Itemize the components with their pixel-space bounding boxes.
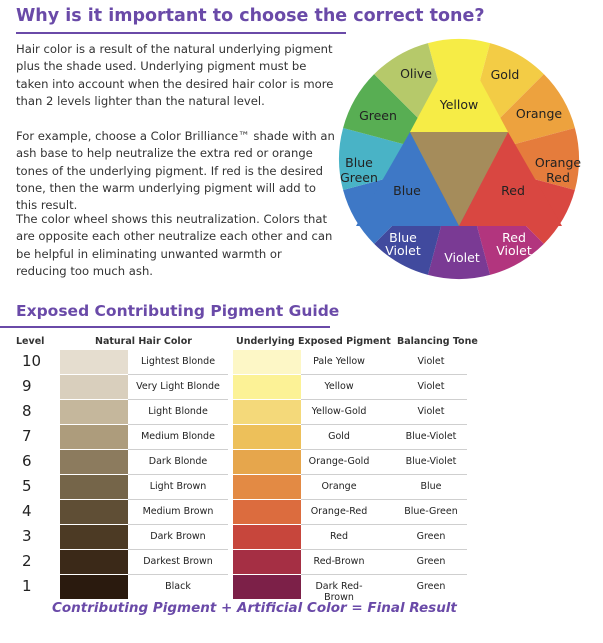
pigment-swatch	[233, 550, 301, 574]
pigment-name: Gold	[328, 431, 350, 442]
column-header-pigment: Underlying Exposed Pigment	[236, 336, 391, 347]
balancing-tone: Blue-Green	[404, 506, 458, 517]
table-row	[0, 525, 603, 550]
label-orange: Orange	[515, 106, 563, 121]
natural-color-name: Light Brown	[149, 481, 207, 492]
pigment-swatch	[233, 425, 301, 449]
natural-color-name: Light Blonde	[148, 406, 208, 417]
guide-title: Exposed Contributing Pigment Guide	[16, 302, 340, 320]
balancing-tone: Blue-Violet	[405, 456, 457, 467]
level-number: 2	[22, 552, 32, 570]
table-row	[0, 400, 603, 425]
formula-caption: Contributing Pigment + Artificial Color = Final Result	[52, 600, 457, 616]
balancing-tone: Violet	[417, 406, 445, 417]
table-row	[0, 550, 603, 575]
column-header-level: Level	[16, 336, 45, 347]
example-paragraph: For example, choose a Color Brilliance™ shade with an ash base to help neutralize the extra red or orange tones of the underlying pigment. If red is the desired tone, then the warm underlying pigment will add to this result.	[16, 129, 335, 213]
label-olive: Olive	[400, 66, 432, 81]
level-number: 9	[22, 377, 32, 395]
natural-color-name: Dark Blonde	[148, 456, 208, 467]
balancing-tone: Green	[416, 531, 446, 542]
pigment-name: Red-Brown	[313, 556, 365, 567]
table-row	[0, 375, 603, 400]
wheel-paragraph: The color wheel shows this neutralization. Colors that are opposite each other neutralize each other and can be helpful in eliminating unwanted warmth or reducing too much ash.	[16, 212, 333, 278]
table-row	[0, 350, 603, 375]
level-number: 6	[22, 452, 32, 470]
table-row	[0, 575, 603, 603]
natural-color-name: Black	[165, 581, 191, 592]
natural-color-name: Very Light Blonde	[136, 381, 220, 392]
pigment-swatch	[233, 575, 301, 599]
label-red-violet: Red Violet	[496, 230, 532, 258]
label-green: Green	[359, 108, 397, 123]
label-red: Red	[501, 183, 525, 198]
natural-swatch	[60, 400, 128, 424]
pigment-name: Dark Red-Brown	[315, 581, 363, 603]
table-row	[0, 450, 603, 475]
natural-color-name: Dark Brown	[150, 531, 206, 542]
table-row	[0, 500, 603, 525]
natural-color-name: Lightest Blonde	[140, 356, 216, 367]
guide-rule	[0, 326, 330, 328]
balancing-tone: Violet	[417, 356, 445, 367]
natural-swatch	[60, 350, 128, 374]
level-number: 1	[22, 577, 32, 595]
level-number: 4	[22, 502, 32, 520]
level-number: 3	[22, 527, 32, 545]
column-header-natural: Natural Hair Color	[95, 336, 192, 347]
column-header-balance: Balancing Tone	[397, 336, 478, 347]
natural-swatch	[60, 425, 128, 449]
pigment-name: Yellow-Gold	[311, 406, 367, 417]
pigment-name: Orange-Red	[310, 506, 368, 517]
pigment-name: Orange	[321, 481, 357, 492]
color-wheel	[336, 36, 582, 282]
natural-color-name: Darkest Brown	[143, 556, 213, 567]
label-yellow: Yellow	[439, 97, 479, 112]
title-rule	[16, 32, 346, 34]
level-number: 5	[22, 477, 32, 495]
label-blue-green: Blue Green	[340, 155, 378, 185]
level-number: 8	[22, 402, 32, 420]
pigment-swatch	[233, 475, 301, 499]
balancing-tone: Green	[416, 581, 446, 592]
label-orange-red: Orange Red	[534, 155, 582, 185]
natural-color-name: Medium Blonde	[141, 431, 215, 442]
pigment-swatch	[233, 450, 301, 474]
natural-swatch	[60, 450, 128, 474]
pigment-swatch	[233, 350, 301, 374]
pigment-name: Pale Yellow	[313, 356, 365, 367]
label-blue-violet: Blue Violet	[385, 230, 421, 258]
natural-swatch	[60, 500, 128, 524]
pigment-name: Orange-Gold	[308, 456, 370, 467]
label-violet: Violet	[444, 250, 480, 265]
pigment-swatch	[233, 525, 301, 549]
balancing-tone: Green	[416, 556, 446, 567]
pigment-swatch	[233, 500, 301, 524]
intro-paragraph: Hair color is a result of the natural underlying pigment plus the shade used. Underlying pigment must be taken into account when the desired hair color is more than 2 levels lighter than the natural level.	[16, 42, 334, 108]
natural-swatch	[60, 375, 128, 399]
natural-swatch	[60, 525, 128, 549]
pigment-name: Red	[329, 531, 349, 542]
pigment-swatch	[233, 400, 301, 424]
balancing-tone: Blue	[420, 481, 442, 492]
pigment-name: Yellow	[324, 381, 354, 392]
natural-color-name: Medium Brown	[142, 506, 214, 517]
label-gold: Gold	[490, 67, 520, 82]
level-number: 10	[22, 352, 42, 370]
page-title: Why is it important to choose the correct tone?	[16, 6, 485, 26]
natural-swatch	[60, 475, 128, 499]
balancing-tone: Violet	[417, 381, 445, 392]
pigment-swatch	[233, 375, 301, 399]
natural-swatch	[60, 575, 128, 599]
level-number: 7	[22, 427, 32, 445]
table-row	[0, 425, 603, 450]
table-row	[0, 475, 603, 500]
natural-swatch	[60, 550, 128, 574]
label-blue: Blue	[393, 183, 421, 198]
balancing-tone: Blue-Violet	[405, 431, 457, 442]
